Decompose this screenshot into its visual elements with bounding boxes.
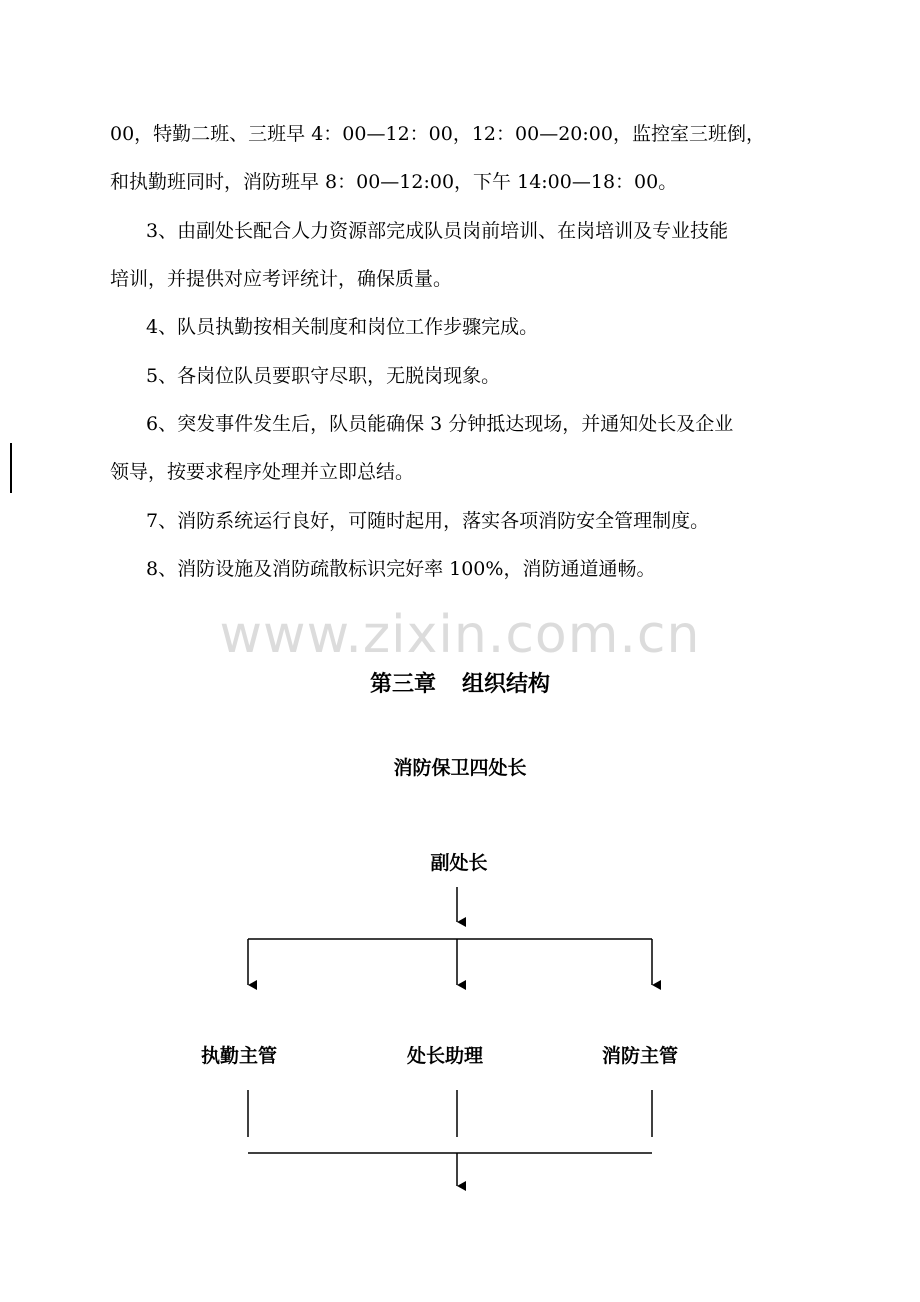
chapter-title: 组织结构 (462, 672, 551, 697)
org-node-duty-supervisor: 执勤主管 (200, 1045, 277, 1067)
body-line: 5、各岗位队员要职守尽职，无脱岗现象。 (146, 365, 501, 387)
org-node-fire-supervisor: 消防主管 (601, 1045, 678, 1067)
org-top-node: 消防保卫四处长 (393, 757, 527, 779)
body-line: 00，特勤二班、三班早 4：00—12：00，12：00—20:00，监控室三班倒， (110, 123, 765, 145)
body-line: 7、消防系统运行良好，可随时起用，落实各项消防安全管理制度。 (146, 510, 710, 532)
chapter-number: 第三章 (369, 672, 436, 697)
body-line: 3、由副处长配合人力资源部完成队员岗前培训、在岗培训及专业技能 (146, 220, 729, 242)
body-line: 领导，按要求程序处理并立即总结。 (110, 461, 415, 483)
body-line: 8、消防设施及消防疏散标识完好率 100%，消防通道通畅。 (146, 558, 656, 580)
body-line: 6、突发事件发生后，队员能确保 3 分钟抵达现场，并通知处长及企业 (146, 413, 734, 435)
body-line: 和执勤班同时，消防班早 8：00—12:00，下午 14:00—18：00。 (110, 171, 678, 193)
watermark: www.zixin.com.cn (219, 605, 701, 665)
org-node-assistant: 处长助理 (406, 1045, 483, 1067)
body-line: 培训，并提供对应考评统计，确保质量。 (110, 268, 453, 290)
body-line: 4、队员执勤按相关制度和岗位工作步骤完成。 (146, 316, 539, 338)
org-deputy-node: 副处长 (430, 852, 488, 874)
